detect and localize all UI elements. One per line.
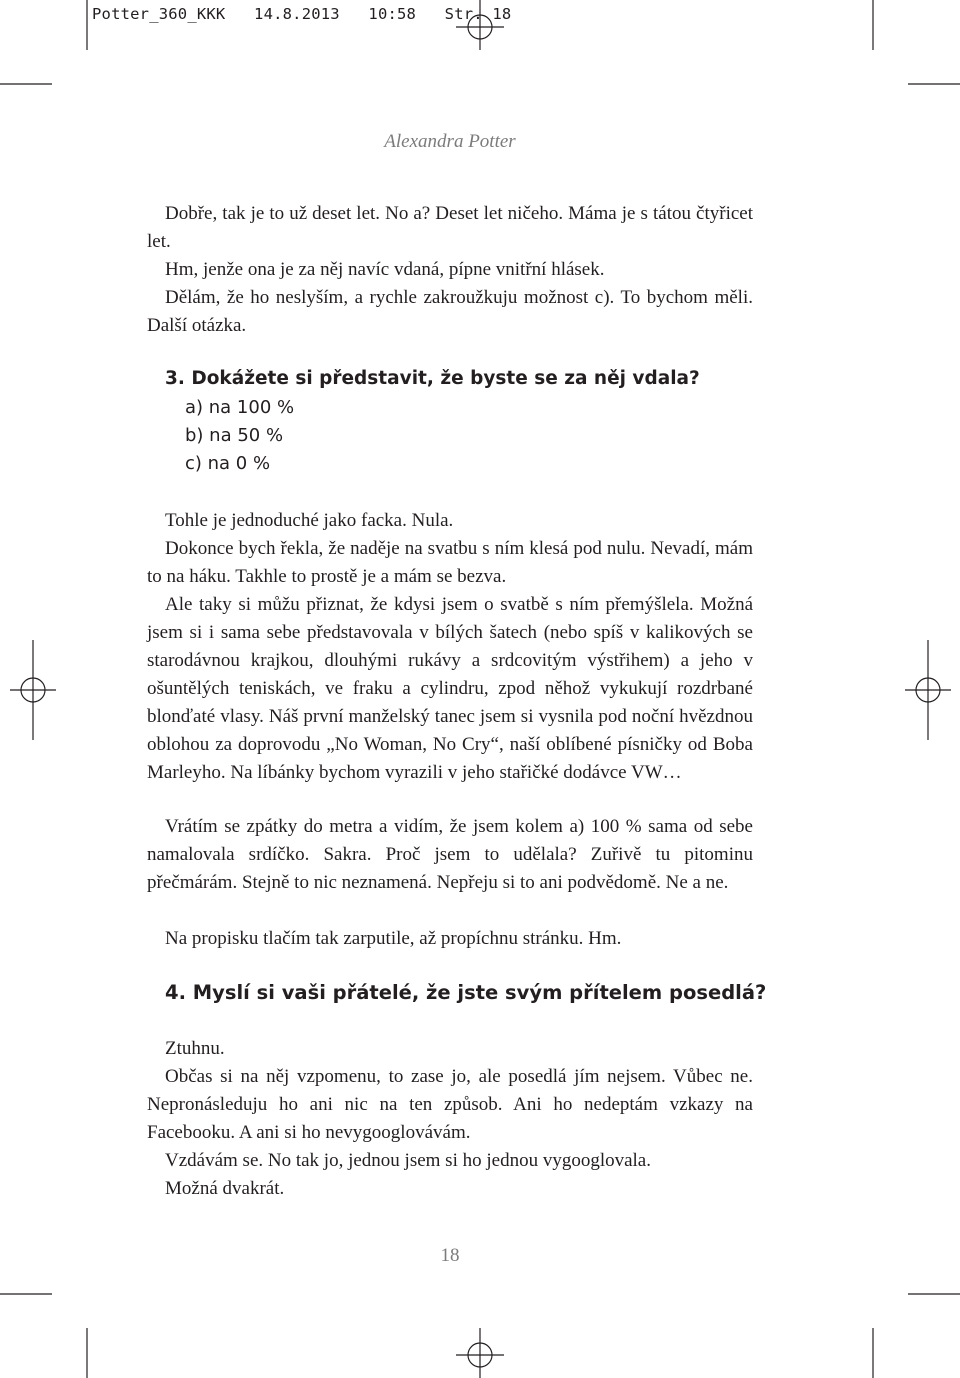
- paragraph: Dokonce bych řekla, že naděje na svatbu s ním klesá pod nulu. Nevadí, mám to na háku. Takhle to prostě je a mám se bezva.: [147, 538, 753, 587]
- page-number: 18: [440, 1245, 460, 1266]
- paragraph: Hm, jenže ona je za něj navíc vdaná, pípne vnitřní hlásek.: [165, 259, 605, 280]
- paragraph: Vzdávám se. No tak jo, jednou jsem si ho jednou vygooglovala.: [165, 1150, 651, 1171]
- question-3-option-a: a) na 100 %: [185, 397, 295, 418]
- question-3-title: 3. Dokážete si představit, že byste se za něj vdala?: [165, 368, 700, 389]
- paragraph: Občas si na něj vzpomenu, to zase jo, ale posedlá jím nejsem. Vůbec ne. Nepronásleduju ho ani nic na ten způsob. Ani ho nedeptám vzkazy na Facebooku. A ani si ho nevygooglovávám.: [147, 1066, 753, 1143]
- paragraph: Tohle je jednoduché jako facka. Nula.: [165, 510, 454, 531]
- question-4-title: 4. Myslí si vaši přátelé, že jste svým přítelem posedlá?: [165, 981, 767, 1004]
- question-3-option-b: b) na 50 %: [185, 425, 284, 446]
- paragraph: Ztuhnu.: [165, 1038, 225, 1059]
- running-header: Alexandra Potter: [384, 131, 516, 152]
- paragraph: Vrátím se zpátky do metra a vidím, že jsem kolem a) 100 % sama od sebe namalovala srdíčko. Sakra. Proč jsem to udělala? Zuřivě tu pitominu přečmárám. Stejně to nic neznamená. Nepřeju si to ani podvědomě. Ne a ne.: [147, 816, 753, 893]
- paragraph: Dobře, tak je to už deset let. No a? Deset let ničeho. Máma je s tátou čtyřicet let.: [147, 203, 753, 252]
- print-slug: Potter_360_KKK 14.8.2013 10:58 Str. 18: [92, 5, 512, 23]
- paragraph: Na propisku tlačím tak zarputile, až propíchnu stránku. Hm.: [165, 928, 622, 949]
- paragraph: Dělám, že ho neslyším, a rychle zakroužkuju možnost c). To bychom měli. Další otázka.: [147, 287, 753, 336]
- paragraph: Ale taky si můžu přiznat, že kdysi jsem o svatbě s ním přemýšlela. Možná jsem si i sama sebe představovala v bílých šatech (nebo spíš v kalikových se starodávnou krajkou, dlouhými rukávy a srdcovitým výstřihem) a jeho v ošuntělých teniskách, ve fraku a cylindru, zpod něhož vykukují rozdrbané blonďaté vlasy. Náš první manželský tanec jsem si vysnila pod noční hvězdnou oblohou za doprovodu „No Woman, No Cry“, naší oblíbené písničky od Boba Marleyho. Na líbánky bychom vyrazili v jeho stařičké dodávce VW…: [147, 594, 753, 783]
- paragraph: Možná dvakrát.: [165, 1178, 285, 1199]
- question-3-option-c: c) na 0 %: [185, 453, 271, 474]
